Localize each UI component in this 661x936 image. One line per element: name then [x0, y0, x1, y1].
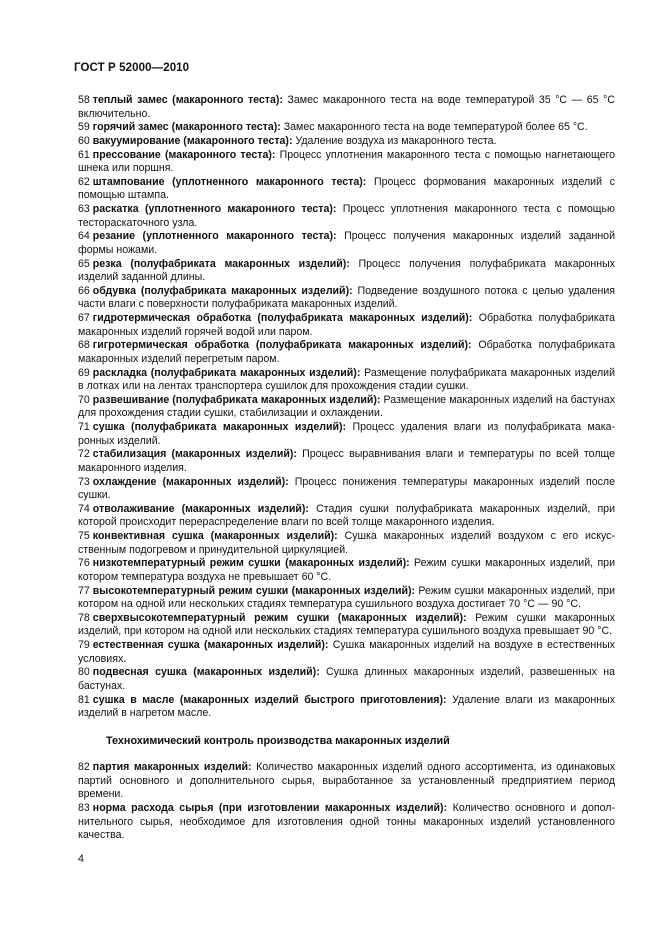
- term-number: 81: [78, 693, 90, 706]
- term-number: 75: [78, 530, 90, 542]
- term-entry: [78, 285, 615, 312]
- term-name: гигротермическая обработка (полуфабриката макаронных изделий):: [92, 339, 472, 352]
- term-entry: [78, 639, 615, 666]
- term-number: 66: [78, 284, 90, 297]
- term-entry: [78, 121, 615, 135]
- term-definition: Стадия сушки полуфабриката макаронных изделий, при которой происходит перераспределение влаги по всей толще макаронного изделия.: [78, 502, 615, 529]
- term-number: 58: [78, 94, 90, 106]
- term-name: обдувка (полуфабриката макаронных изделий):: [92, 284, 353, 297]
- term-definition: Процесс получения макаронных изделий заданной формы ножами.: [78, 230, 615, 256]
- term-definition: Процесс получения полуфабриката макаронных изделий заданной длины.: [78, 257, 615, 284]
- term-entry: [78, 476, 615, 503]
- term-definition: Количество основного и дополнительного сырья, необходимое для изготовления одной тонны макаронных изделий установленного качества.: [78, 801, 616, 842]
- term-definition: Сушка макаронных изделий на воздухе в естественных условиях.: [78, 639, 615, 665]
- term-number: 63: [78, 203, 90, 215]
- term-number: 65: [78, 257, 90, 270]
- term-definition: Процесс удаления влаги из полуфабриката макаронных изделий.: [78, 421, 615, 447]
- term-number: 83: [78, 801, 90, 814]
- term-definition: Удаление воздуха из макаронного теста.: [292, 134, 497, 147]
- term-number: 69: [78, 366, 90, 379]
- term-number: 72: [78, 448, 90, 461]
- term-name: норма расхода сырья (при изготовлении макаронных изделий):: [92, 801, 448, 814]
- term-entry: [78, 94, 615, 121]
- term-name: сушка в масле (макаронных изделий быстрого приготовления):: [92, 693, 447, 706]
- term-name: стабилизация (макаронных изделий):: [92, 448, 297, 461]
- terms-list-2: [78, 761, 615, 843]
- term-entry: [78, 802, 615, 843]
- term-number: 80: [78, 666, 90, 679]
- term-number: 73: [78, 475, 90, 488]
- term-name: горячий замес (макаронного теста):: [92, 121, 281, 134]
- term-name: сушка (полуфабриката макаронных изделий):: [92, 421, 347, 433]
- term-entry: [78, 557, 615, 584]
- term-definition: Замес макаронного теста на воде температурой более 65 °С.: [280, 121, 588, 134]
- page-header: ГОСТ Р 52000—2010: [74, 62, 190, 74]
- term-entry: [78, 585, 615, 612]
- term-definition: Удаление влаги из макаронных изделий в нагретом масле.: [78, 693, 615, 720]
- term-name: прессование (макаронного теста):: [92, 148, 276, 161]
- term-name: резка (полуфабриката макаронных изделий):: [92, 257, 350, 270]
- term-definition: Сушка макаронных изделий воздухом с его искусственным подогревом и принудительной циркуляцией.: [78, 530, 615, 556]
- term-number: 82: [78, 761, 90, 773]
- term-name: вакуумирование (макаронного теста):: [92, 134, 293, 147]
- term-definition: Процесс понижения температуры макаронных изделий после сушки.: [78, 475, 615, 502]
- term-entry: [78, 149, 615, 176]
- term-number: 60: [78, 134, 90, 147]
- term-entry: [78, 421, 615, 448]
- term-number: 62: [78, 175, 90, 188]
- term-entry: [78, 761, 615, 802]
- term-definition: Обработка полуфабриката макаронных изделий горячей водой или паром.: [78, 312, 615, 338]
- term-name: низкотемпературный режим сушки (макаронных изделий):: [92, 557, 410, 570]
- term-number: 67: [78, 312, 90, 324]
- term-name: теплый замес (макаронного теста):: [92, 94, 283, 106]
- term-definition: Процесс формования макаронных изделий с помощью штампа.: [78, 175, 615, 202]
- term-entry: [78, 203, 615, 230]
- term-name: раскладка (полуфабриката макаронных изделий):: [92, 366, 361, 379]
- term-definition: Размещение макаронных изделий на бастунах для прохождения стадии сушки, стабилизации и охлаждении.: [78, 393, 615, 420]
- term-name: конвективная сушка (макаронных изделий):: [92, 530, 338, 542]
- section-title: Технохимический контроль производства макаронных изделий: [106, 735, 450, 747]
- term-entry: [78, 367, 615, 394]
- term-name: подвесная сушка (макаронных изделий):: [92, 666, 320, 679]
- terms-list: [78, 94, 615, 721]
- term-entry: [78, 530, 615, 557]
- term-entry: [78, 230, 615, 257]
- term-entry: [78, 258, 615, 285]
- term-entry: [78, 503, 615, 530]
- term-entry: [78, 612, 615, 639]
- term-name: штампование (уплотненного макаронного теста):: [92, 175, 367, 188]
- term-number: 71: [78, 421, 90, 433]
- term-number: 64: [78, 230, 90, 243]
- term-definition: Процесс выравнивания влаги и температуры по всей толще макаронного изделия.: [78, 448, 615, 474]
- term-entry: [78, 666, 615, 693]
- term-definition: Обработка полуфабриката макаронных изделий перегретым паром.: [78, 339, 615, 365]
- term-number: 68: [78, 339, 90, 352]
- term-number: 77: [78, 584, 90, 597]
- term-name: высокотемпературный режим сушки (макаронных изделий):: [92, 584, 416, 597]
- term-name: сверхвысокотемпературный режим сушки (макаронных изделий):: [92, 611, 467, 624]
- term-definition: Режим сушки макаронных изделий, при котором температура воздуха не превышает 60 °С.: [78, 557, 615, 583]
- term-definition: Количество макаронных изделий одного ассортимента, из одинаковых партий основного и дополнительного сырья, выработанное за установленный предприятием период времени.: [78, 761, 615, 801]
- term-name: охлаждение (макаронных изделий):: [92, 475, 289, 488]
- term-definition: Режим сушки макаронных изделий, при котором на одной или нескольких стадиях температура сушильного воздуха достигает 70 °С — 90 °С.: [78, 584, 615, 611]
- term-number: 76: [78, 557, 90, 570]
- term-number: 70: [78, 393, 90, 406]
- term-name: резание (уплотненного макаронного теста):: [92, 230, 337, 243]
- term-definition: Подведение воздушного потока с целью удаления части влаги с поверхности полуфабриката макаронных изделий.: [78, 284, 615, 311]
- term-entry: [78, 394, 615, 421]
- term-name: раскатка (уплотненного макаронного теста):: [92, 203, 337, 215]
- term-definition: Размещение полуфабриката макаронных изделий в лотках или на лентах транспортера сушилок для прохождения стадии сушки.: [78, 366, 615, 393]
- term-name: партия макаронных изделий:: [92, 761, 252, 773]
- term-entry: [78, 339, 615, 366]
- term-entry: [78, 694, 615, 721]
- term-number: 74: [78, 502, 90, 515]
- term-number: 59: [78, 121, 90, 134]
- term-entry: [78, 448, 615, 475]
- term-definition: Замес макаронного теста на воде температурой 35 °С — 65 °С включительно.: [78, 94, 615, 120]
- term-number: 61: [78, 148, 90, 161]
- term-entry: [78, 176, 615, 203]
- term-definition: Процесс уплотнения макаронного теста с помощью тестораскаточного узла.: [78, 203, 615, 229]
- term-name: естественная сушка (макаронных изделий):: [92, 639, 329, 651]
- term-name: развешивание (полуфабриката макаронных изделий):: [92, 393, 381, 406]
- term-definition: Сушка длинных макаронных изделий, развешенных на бастунах.: [78, 666, 615, 692]
- term-number: 78: [78, 611, 90, 624]
- page-number: 4: [78, 853, 84, 865]
- term-definition: Процесс уплотнения макаронного теста с помощью нагнетающего шнека или поршня.: [78, 148, 616, 175]
- term-name: гидротермическая обработка (полуфабриката макаронных изделий):: [92, 312, 473, 324]
- term-number: 79: [78, 639, 90, 651]
- term-definition: Режим сушки макаронных изделий, при котором на одной или нескольких стадиях температура сушильного воздуха превышает 90 °С.: [78, 611, 615, 638]
- term-entry: [78, 135, 615, 149]
- term-entry: [78, 312, 615, 339]
- term-name: отволаживание (макаронных изделий):: [92, 502, 309, 515]
